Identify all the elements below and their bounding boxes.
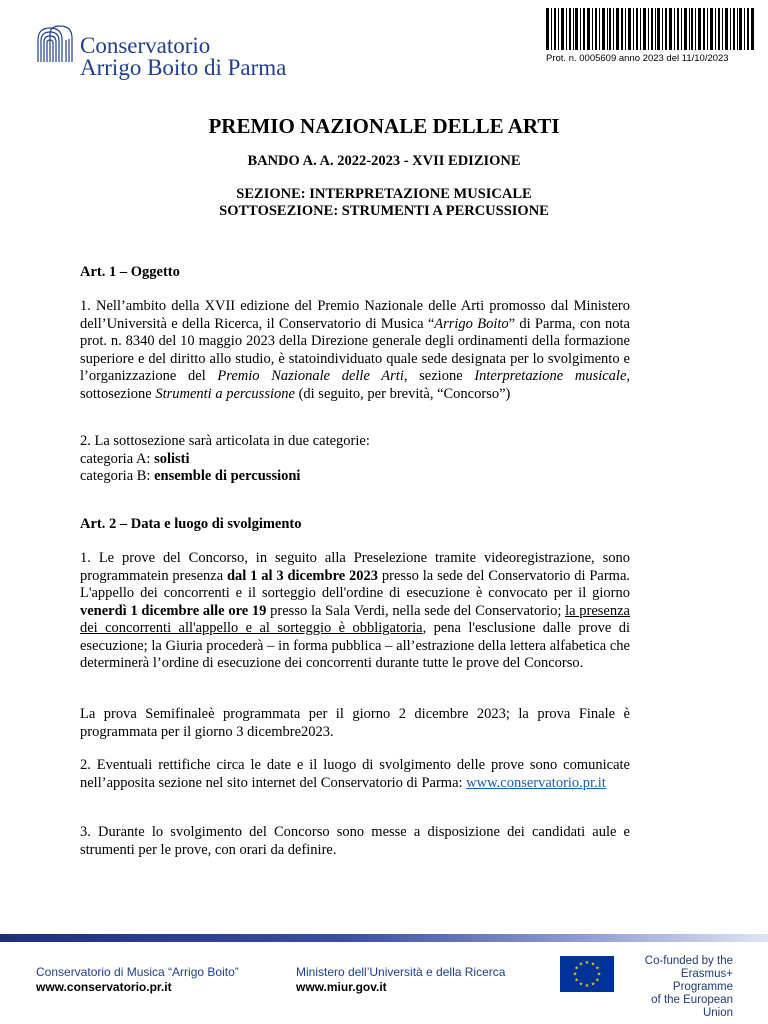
category-a: categoria A: solisti <box>80 450 190 467</box>
svg-text:★: ★ <box>596 971 602 978</box>
art1-paragraph1: 1. Nell’ambito della XVII edizione del Premio Nazionale delle Arti promosso dal Ministero dell’Università e della Ricerca, il Conservatorio di Musica “Arrigo Boito” di Parma, con nota prot. n. 8340 del 10 maggio 2023 della Direzione generale degli ordinamenti della formazione superiore e del diritto allo studio, è statoindividuato quale sede designata per lo svolgimento e l’organizzazione del Premio Nazionale delle Arti, sezione Interpretazione musicale, sottosezione Strumenti a percussione (di seguito, per brevità, “Concorso”) <box>80 298 631 402</box>
sottosezione-title: SOTTOSEZIONE: STRUMENTI A PERCUSSIONE <box>219 203 549 219</box>
sezione-title: SEZIONE: INTERPRETAZIONE MUSICALE <box>236 186 532 202</box>
category-b: categoria B: ensemble di percussioni <box>80 468 301 484</box>
conservatorio-logo <box>34 22 294 82</box>
svg-text:★: ★ <box>572 971 578 978</box>
barcode-icon <box>546 8 754 50</box>
page-title: PREMIO NAZIONALE DELLE ARTI <box>208 114 560 138</box>
svg-text:★: ★ <box>574 965 579 972</box>
categories-intro: 2. La sottosezione sarà articolata in due categorie: <box>80 433 370 449</box>
logo-line2: Arrigo Boito di Parma <box>80 55 287 80</box>
svg-text:★: ★ <box>595 977 600 984</box>
footer-conservatorio-name: Conservatorio di Musica “Arrigo Boito” <box>36 965 239 979</box>
svg-text:★: ★ <box>595 965 600 972</box>
svg-text:★: ★ <box>584 960 590 966</box>
art1-paragraph2 <box>80 433 630 486</box>
svg-text:★: ★ <box>590 981 596 988</box>
svg-text:★: ★ <box>574 977 579 984</box>
eu-flag-icon <box>560 956 614 992</box>
art2-paragraph1: 1. Le prove del Concorso, in seguito alla Preselezione tramite videoregistrazione, sono programmatein presenza dal 1 al 3 dicembre 2023 presso la sede del Conservatorio di Parma. L'appello dei concorrenti e il sorteggio dell'ordine di esecuzione è convocato per il giorno venerdì 1 dicembre alle ore 19 presso la Sala Verdi, nella sede del Conservatorio; la presenza dei concorrenti all'appello e al sorteggio è obbligatoria, pena l'esclusione dalle prove di esecuzione; la Giuria procederà – in forma pubblica – all’estrazione della lettera alfabetica che determinerà l’ordine di esecuzione dei concorrenti durante tutte le prove del Concorso. <box>80 550 631 671</box>
protocol-number: Prot. n. 0005609 anno 2023 del 11/10/2023 <box>546 53 729 64</box>
art2-paragraph1b: La prova Semifinaleè programmata per il giorno 2 dicembre 2023; la prova Finale è programmata per il giorno 3 dicembre2023. <box>80 706 630 740</box>
footer-ministero-name: Ministero dell’Università e della Ricerca <box>296 965 506 979</box>
footer-ministero-url[interactable]: www.miur.gov.it <box>296 980 387 994</box>
eu-cofunded-text: Co-funded by the Erasmus+ Programme of the European Union <box>644 955 733 1019</box>
arches-logo-icon <box>34 24 76 64</box>
svg-text:★: ★ <box>578 961 584 968</box>
conservatorio-website-link[interactable]: www.conservatorio.pr.it <box>466 774 606 791</box>
logo-line1: Conservatorio <box>80 33 211 58</box>
svg-text:★: ★ <box>590 961 596 968</box>
bando-title: BANDO A. A. 2022-2023 - XVII EDIZIONE <box>247 153 521 169</box>
svg-text:★: ★ <box>584 983 590 989</box>
art2-heading: Art. 2 – Data e luogo di svolgimento <box>80 516 302 532</box>
footer-conservatorio-url[interactable]: www.conservatorio.pr.it <box>36 980 172 994</box>
art1-heading: Art. 1 – Oggetto <box>80 264 180 280</box>
footer-divider <box>0 934 768 942</box>
art2-paragraph3: 3. Durante lo svolgimento del Concorso sono messe a disposizione dei candidati aule e strumenti per le prove, con orari da definire. <box>80 824 630 858</box>
svg-text:★: ★ <box>578 981 584 988</box>
art2-paragraph2: 2. Eventuali rettifiche circa le date e il luogo di svolgimento delle prove sono comunicate nell’apposita sezione nel sito internet del Conservatorio di Parma: www.conservatorio.pr.it <box>80 757 630 791</box>
